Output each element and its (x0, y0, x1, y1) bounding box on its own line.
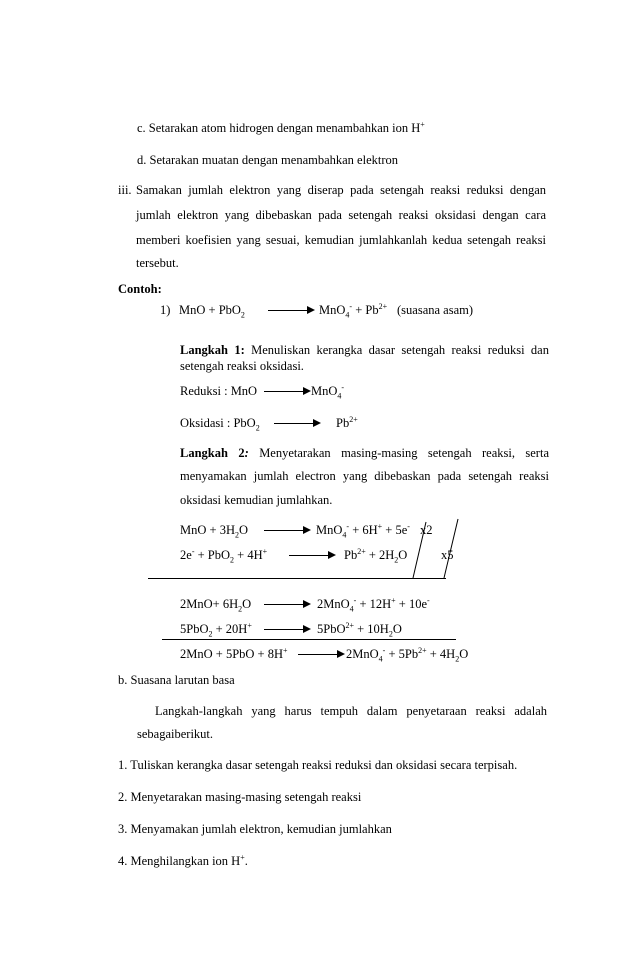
sum-reaction-1-right: 2MnO$_4$- + 12H+ + 10e- (317, 595, 430, 614)
net-reaction-right: $2MnO_4^- + 5Pb^{2+} + 4H_2O$ (346, 645, 469, 664)
example-condition: (suasana asam) (397, 303, 474, 317)
langkah-1-line-1: Langkah 1: Menuliskan kerangka dasar setengah reaksi reduksi dan (180, 343, 549, 357)
basa-heading: b. Suasana larutan basa (118, 673, 235, 687)
langkah-2-line-3: oksidasi kemudian jumlahkan. (180, 493, 333, 507)
step-c: c. Setarakan atom hidrogen dengan menambahkan ion H+ (137, 119, 425, 135)
sum-reaction-1-left: $2MnO+ 6H_2O$ (180, 597, 252, 614)
step-d: d. Setarakan muatan dengan menambahkan elektron (137, 153, 399, 167)
oksidasi-product: $Pb^{2+}$ (336, 414, 358, 430)
sum-reaction-2-right: $5PbO^{2+} + 10H_2O$ (317, 620, 402, 639)
half-reaction-1-right: MnO$_4$- + 6H+ + 5e- (316, 521, 410, 540)
example-reactants: MnO + PbO$_2$ (179, 303, 245, 320)
step-iii-line-2: jumlah elektron yang dibebaskan pada setengah reaksi oksidasi dengan cara (136, 208, 546, 222)
step-iii-line-3: memberi koefisien yang sesuai, kemudian jumlahkanlah kedua setengah reaksi (136, 233, 546, 247)
langkah-1-line-2: setengah reaksi oksidasi. (180, 359, 304, 373)
sum-reaction-2-arrow (264, 629, 309, 630)
half-reaction-2-multiplier: x5 (441, 548, 454, 562)
sum-divider-2 (162, 639, 456, 640)
basa-step-3: 3. Menyamakan jumlah elektron, kemudian jumlahkan (118, 822, 392, 836)
basa-intro-line-2: sebagaiberikut. (137, 727, 214, 741)
net-reaction-arrow (298, 654, 343, 655)
contoh-heading: Contoh: (118, 282, 162, 296)
sum-reaction-2-left: 5PbO$_2$ + 20H+ (180, 620, 252, 639)
step-iii-line-1: Samakan jumlah elektron yang diserap pada setengah reaksi reduksi dengan (136, 183, 546, 197)
basa-step-4: 4. Menghilangkan ion H+. (118, 852, 248, 868)
half-reaction-2-left: 2e- + PbO$_2$ + 4H+ (180, 546, 268, 565)
reduksi-product: MnO$_4$- (311, 382, 345, 401)
net-reaction-left: 2MnO + 5PbO + 8H+ (180, 645, 288, 661)
oksidasi-label: Oksidasi : PbO$_2$ (180, 416, 260, 433)
basa-step-2: 2. Menyetarakan masing-masing setengah reaksi (118, 790, 362, 804)
reduksi-label: Reduksi : MnO (180, 384, 258, 398)
half-reaction-1-multiplier: x2 (420, 523, 433, 537)
example-products: $MnO_4^- + Pb^{2+}$ (319, 301, 388, 320)
strike-line-2 (444, 519, 458, 578)
langkah-2-line-1: Langkah 2: Menyetarakan masing-masing setengah reaksi, serta (180, 446, 549, 460)
step-iii-number: iii. (118, 183, 132, 197)
basa-step-1: 1. Tuliskan kerangka dasar setengah reaksi reduksi dan oksidasi secara terpisah. (118, 758, 518, 772)
sum-reaction-1-arrow (264, 604, 309, 605)
half-reaction-1-left: MnO + $3H_2O$ (180, 523, 248, 540)
langkah-2-line-2: menyamakan jumlah electron yang dibebaskan pada setengah reaksi (180, 469, 549, 483)
sum-divider-1 (148, 578, 446, 579)
basa-intro-line-1: Langkah-langkah yang harus tempuh dalam penyetaraan reaksi adalah (155, 704, 547, 718)
step-iii-line-4: tersebut. (136, 256, 179, 270)
example-number: 1) (160, 303, 171, 317)
strike-line-1 (413, 522, 426, 578)
half-reaction-2-right: $Pb^{2+} + 2H_2O$ (344, 546, 408, 565)
